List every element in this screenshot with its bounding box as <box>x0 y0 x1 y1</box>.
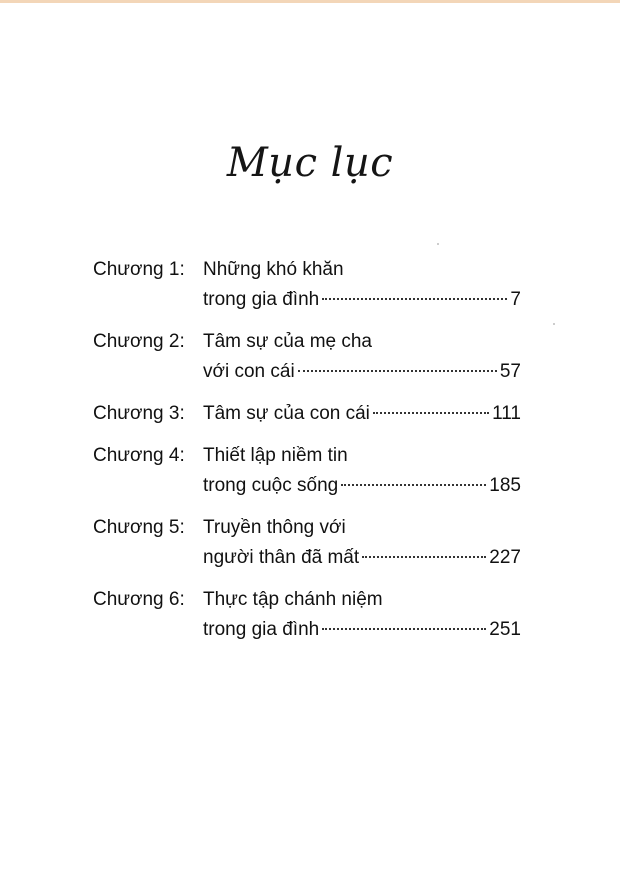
chapter-title-line2: trong gia đình <box>203 289 320 310</box>
page-number: 251 <box>489 619 521 640</box>
chapter-title-line1: Những khó khăn <box>203 259 344 280</box>
page-number: 111 <box>492 403 521 424</box>
dot-leader <box>373 412 489 414</box>
chapter-title-line1: Tâm sự của mẹ cha <box>203 331 372 352</box>
chapter-title-line2: với con cái <box>203 361 295 382</box>
chapter-label: Chương 6: <box>93 589 185 610</box>
page-number: 185 <box>489 475 521 496</box>
chapter-label: Chương 3: <box>93 403 185 424</box>
dot-leader <box>341 484 486 486</box>
toc-entry-chapter-5[interactable] <box>93 513 521 573</box>
chapter-label: Chương 5: <box>93 517 185 538</box>
toc-entry-chapter-3[interactable] <box>93 399 521 429</box>
page-number: 227 <box>489 547 521 568</box>
page-number: 7 <box>510 289 521 310</box>
toc-entry-chapter-2[interactable] <box>93 327 521 387</box>
paper-speck <box>553 323 555 325</box>
page-title: Mục lục <box>226 140 394 186</box>
chapter-title-line2: người thân đã mất <box>203 547 360 568</box>
dot-leader <box>322 628 486 630</box>
dot-leader <box>322 298 507 300</box>
chapter-title-line1: Truyền thông với <box>203 517 346 538</box>
chapter-title-line1: Thực tập chánh niệm <box>203 589 383 610</box>
top-border-rule <box>0 0 620 3</box>
chapter-title-line2: trong cuộc sống <box>203 475 339 496</box>
page-number: 57 <box>499 361 521 382</box>
chapter-label: Chương 4: <box>93 445 185 466</box>
paper-speck <box>437 243 439 245</box>
chapter-title-line1: Thiết lập niềm tin <box>203 445 348 466</box>
toc-entry-chapter-1[interactable] <box>93 255 521 315</box>
dot-leader <box>298 370 497 372</box>
dot-leader <box>362 556 486 558</box>
table-of-contents <box>93 255 521 657</box>
toc-entry-chapter-6[interactable] <box>93 585 521 645</box>
chapter-label: Chương 1: <box>93 259 185 280</box>
chapter-title-line2: trong gia đình <box>203 619 320 640</box>
chapter-title-line1: Tâm sự của con cái <box>203 403 370 424</box>
toc-entry-chapter-4[interactable] <box>93 441 521 501</box>
chapter-label: Chương 2: <box>93 331 185 352</box>
